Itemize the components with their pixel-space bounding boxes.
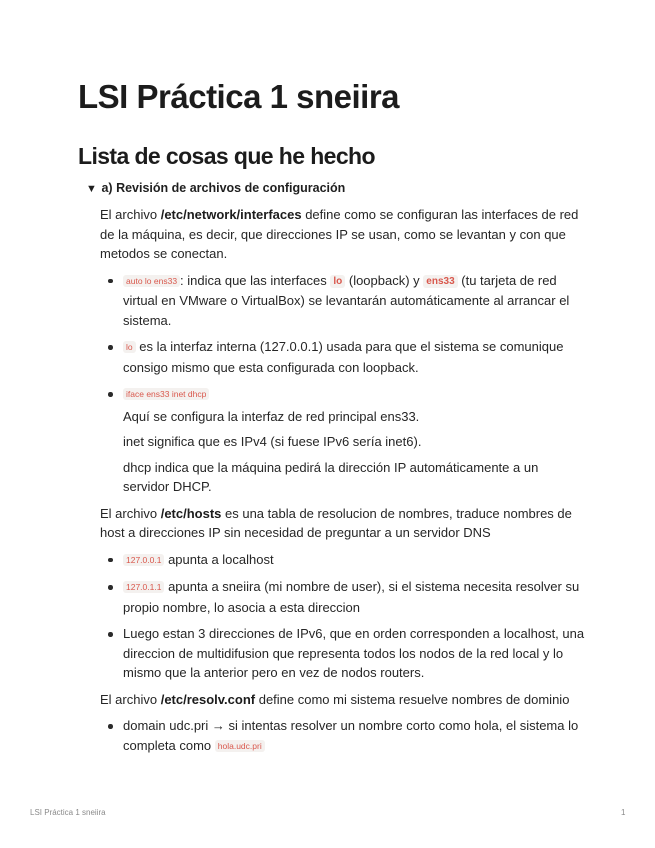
list-item xyxy=(123,577,585,617)
toggle-content xyxy=(100,205,585,763)
list-item xyxy=(123,337,585,377)
toggle-block[interactable] xyxy=(86,179,345,198)
paragraph-text: El archivo xyxy=(100,505,161,521)
paragraph-text: define como se configuran las interfaces de red de la máquina, es decir, que direcciones IP se usan, como se levantan y con que metodos se conectan. xyxy=(100,207,579,261)
list-item xyxy=(123,716,585,756)
resolv-list xyxy=(100,716,585,756)
list-item-text: apunta a sneiira (mi nombre de user), si el sistema necesita resolver su propio nombre, lo asocia a esta direccion xyxy=(123,579,580,615)
paragraph-text: El archivo xyxy=(100,207,161,222)
page-number: 1 xyxy=(621,808,626,817)
list-item-text: : indica que las interfaces xyxy=(180,272,331,288)
inline-code: hola.udc.pri xyxy=(215,740,265,752)
section-heading: Lista de cosas que he hecho xyxy=(78,143,375,169)
inline-code: iface ens33 inet dhcp xyxy=(123,388,209,400)
file-path: /etc/network/interfaces xyxy=(160,207,302,222)
hosts-paragraph xyxy=(100,504,585,543)
list-item xyxy=(123,384,585,497)
list-item xyxy=(123,624,585,683)
list-item-text: es la interfaz interna (127.0.0.1) usada para que el sistema se comunique consigo mismo que esta configurada con loopback. xyxy=(123,339,564,375)
toggle-label[interactable]: a) Revisión de archivos de configuración xyxy=(101,181,346,195)
inline-code: 127.0.0.1 xyxy=(123,554,164,566)
paragraph-text: es una tabla de resolucion de nombres, traduce nombres de host a direcciones IP sin necesidad de preguntar a un servidor DNS xyxy=(100,505,572,540)
list-item-text: (tu tarjeta de red virtual en VMware o VirtualBox) se levantarán automáticamente al arrancar el sistema. xyxy=(123,272,570,328)
list-item-text: dhcp indica que la máquina pedirá la dirección IP automáticamente a un servidor DHCP. xyxy=(123,459,539,494)
file-path: /etc/resolv.conf xyxy=(160,691,256,707)
inline-code: ens33 xyxy=(423,275,457,288)
list-item xyxy=(123,550,585,571)
list-item-text: Luego estan 3 direcciones de IPv6, que en orden corresponden a localhost, una direccion de multidifusion que representa todos los nodos de la red local y lo mismo que la anterior pero en vez de nodos routers. xyxy=(123,626,585,680)
paragraph-text: El archivo xyxy=(100,691,161,707)
footer-title: LSI Práctica 1 sneiira xyxy=(30,808,106,817)
interfaces-list xyxy=(100,271,585,497)
hosts-list xyxy=(100,550,585,683)
page-title: LSI Práctica 1 sneiira xyxy=(78,78,400,115)
paragraph-text: define como mi sistema resuelve nombres de dominio xyxy=(255,691,570,707)
resolv-paragraph xyxy=(100,690,585,710)
list-item-text: (loopback) y xyxy=(345,272,424,288)
list-item-text: inet significa que es IPv4 (si fuese IPv6 sería inet6). xyxy=(123,434,422,449)
interfaces-paragraph xyxy=(100,205,585,264)
inline-code: lo xyxy=(330,275,345,288)
list-item-text: Aquí se configura la interfaz de red principal ens33. xyxy=(123,408,420,424)
inline-code: auto lo ens33 xyxy=(123,275,180,287)
inline-code: lo xyxy=(123,341,136,353)
file-path: /etc/hosts xyxy=(160,505,222,521)
list-item xyxy=(123,271,585,331)
toggle-triangle-icon[interactable]: ▼ xyxy=(86,183,97,195)
list-item-text: domain udc.pri → si intentas resolver un nombre corto como hola, el sistema lo completa como xyxy=(123,718,579,753)
inline-code: 127.0.1.1 xyxy=(123,581,164,593)
list-item-text: apunta a localhost xyxy=(164,551,274,567)
